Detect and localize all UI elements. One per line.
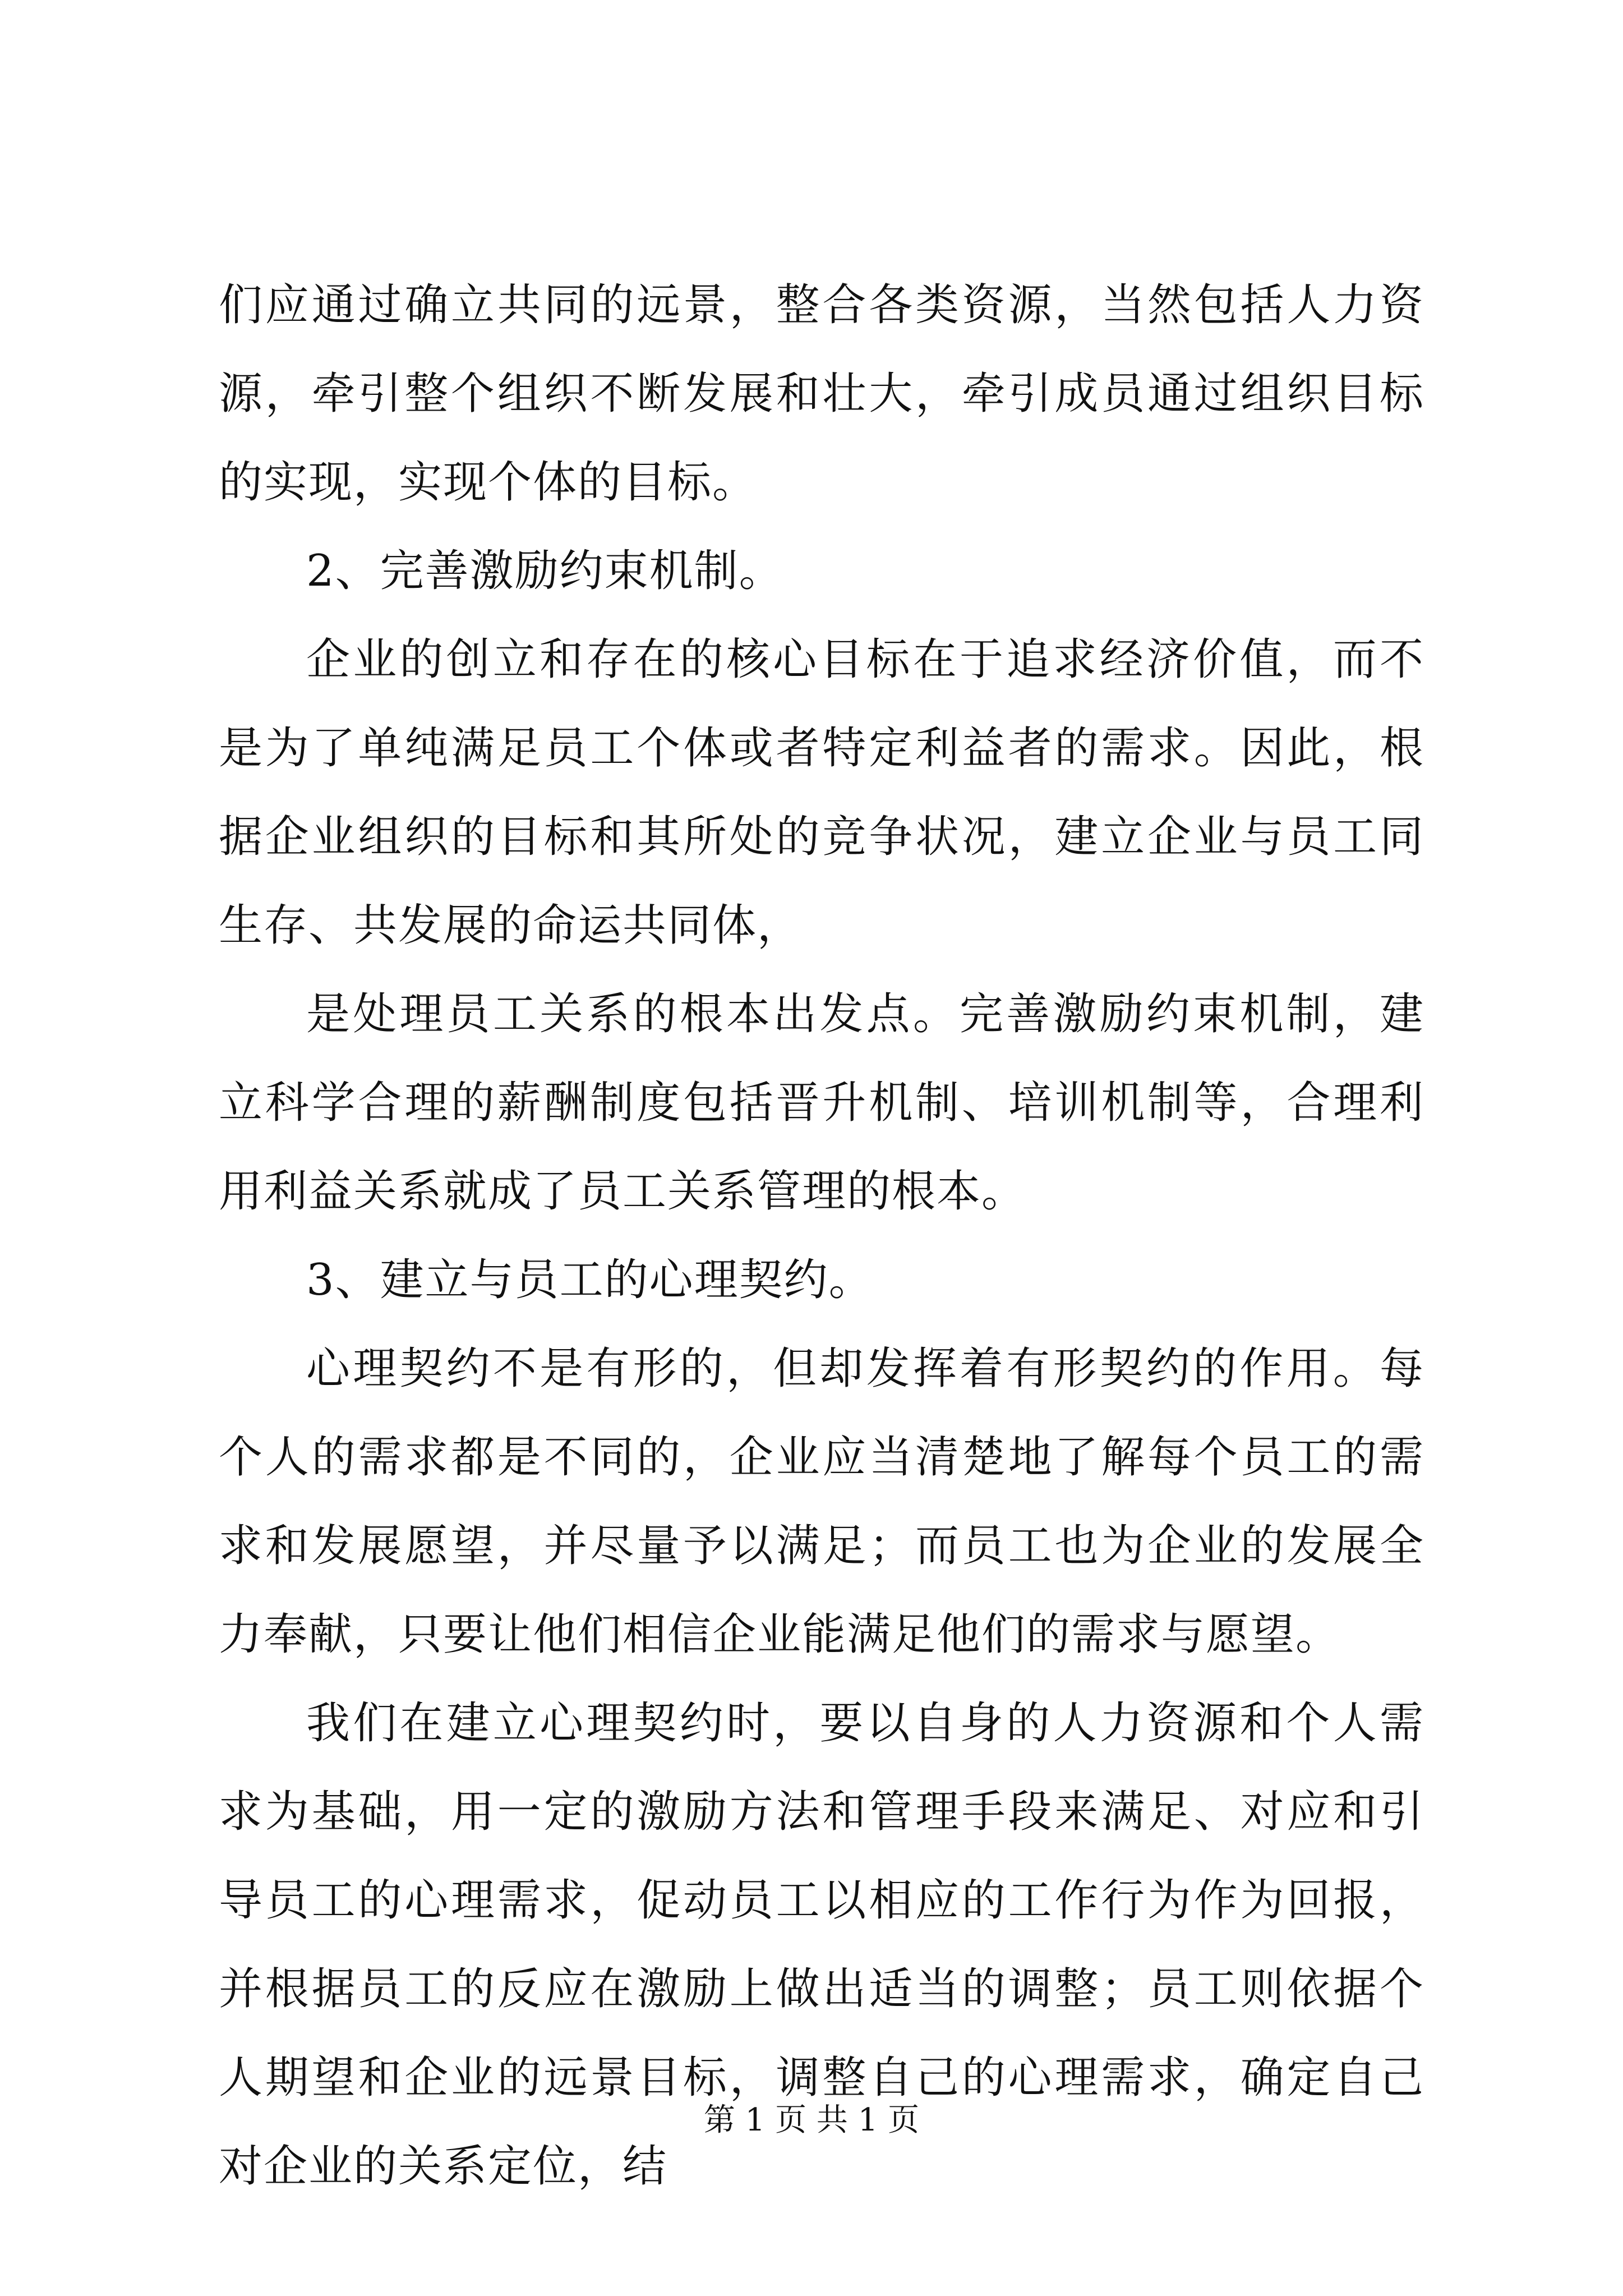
paragraph: 我们在建立心理契约时，要以自身的人力资源和个人需求为基础，用一定的激励方法和管理手段来满足、对应和引导员工的心理需求，促动员工以相应的工作行为作为回报，并根据员工的反应在激励上做出适当的调整；员工则依据个人期望和企业的远景目标，调整自己的心理需求，确定自己对企业的关系定位，结	[219, 1698, 1424, 2192]
page-number: 第 1 页 共 1 页	[703, 2102, 920, 2138]
paragraph: 心理契约不是有形的，但却发挥着有形契约的作用。每个人的需求都是不同的，企业应当清楚地了解每个员工的需求和发展愿望，并尽量予以满足；而员工也为企业的发展全力奉献，只要让他们相信企业能满足他们的需求与愿望。	[219, 1343, 1424, 1660]
section-heading-3: 3、建立与员工的心理契约。	[306, 1255, 874, 1305]
paragraph: 们应通过确立共同的远景，整合各类资源，当然包括人力资源，牵引整个组织不断发展和壮大，牵引成员通过组织目标的实现，实现个体的目标。	[219, 280, 1424, 508]
paragraph: 企业的创立和存在的核心目标在于追求经济价值，而不是为了单纯满足员工个体或者特定利益者的需求。因此，根据企业组织的目标和其所处的竞争状况，建立企业与员工同生存、共发展的命运共同体，	[219, 634, 1424, 951]
page-footer	[0, 2098, 1623, 2143]
section-heading-2: 2、完善激励约束机制。	[306, 546, 784, 596]
paragraph: 是处理员工关系的根本出发点。完善激励约束机制，建立科学合理的薪酬制度包括晋升机制、培训机制等，合理利用利益关系就成了员工关系管理的根本。	[219, 989, 1424, 1217]
body-text	[219, 261, 1424, 2211]
